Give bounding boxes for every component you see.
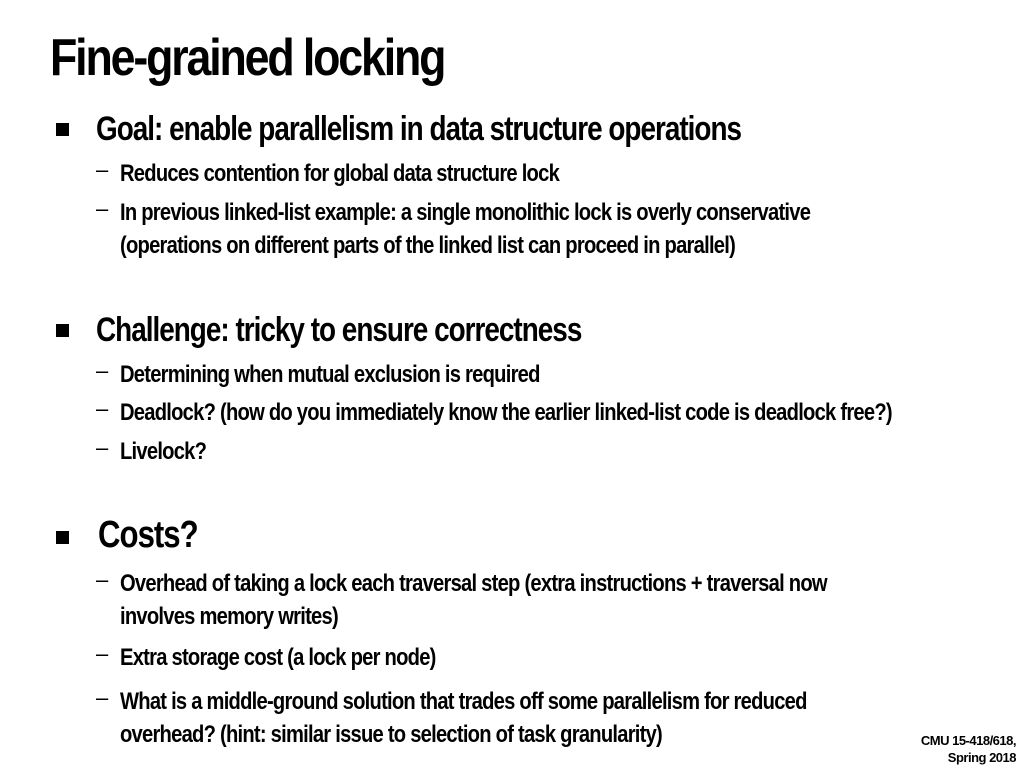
bullet-challenge-text: Challenge: tricky to ensure correctness <box>96 311 582 349</box>
square-bullet-icon <box>56 531 69 544</box>
bullet-goal-text: Goal: enable parallelism in data structure operations <box>96 110 742 148</box>
dash-bullet-icon: – <box>96 358 109 383</box>
course-footer <box>921 732 1016 766</box>
slide-title: Fine-grained locking <box>50 29 445 87</box>
dash-bullet-icon: – <box>96 641 109 666</box>
dash-bullet-icon: – <box>96 196 109 221</box>
square-bullet-icon <box>56 324 69 337</box>
footer-term: Spring 2018 <box>947 750 1016 765</box>
dash-bullet-icon: – <box>96 396 109 421</box>
dash-bullet-icon: – <box>96 685 109 710</box>
dash-bullet-icon: – <box>96 567 109 592</box>
bullet-costs-text: Costs? <box>98 514 198 556</box>
dash-bullet-icon: – <box>96 435 109 460</box>
dash-bullet-icon: – <box>96 157 109 182</box>
square-bullet-icon <box>56 123 69 136</box>
slide: Fine-grained locking Goal: enable parallelism in data structure operations – Reduces contention for global data structure lock – In previous linked-list example: a single monolithic lock is overly conservative (operations on different parts of the linked list can proceed in parallel) Challenge: tricky to ensure correctness – Determining when mutual exclusion is required – Deadlock? (how do you immediately know the earlier linked-list code is deadlock free?) – Livelock? Costs? – Overhead of taking a lock each traversal step (extra instructions + traversal now involves memory writes) – Extra storage cost (a lock per node) – What is a middle-ground solution that trades off some parallelism for reduced overhead? (hint: similar issue to selection of task granularity) CMU 15-418/618, Spring 2018 <box>0 0 1024 768</box>
footer-course: CMU 15-418/618, <box>920 733 1016 748</box>
